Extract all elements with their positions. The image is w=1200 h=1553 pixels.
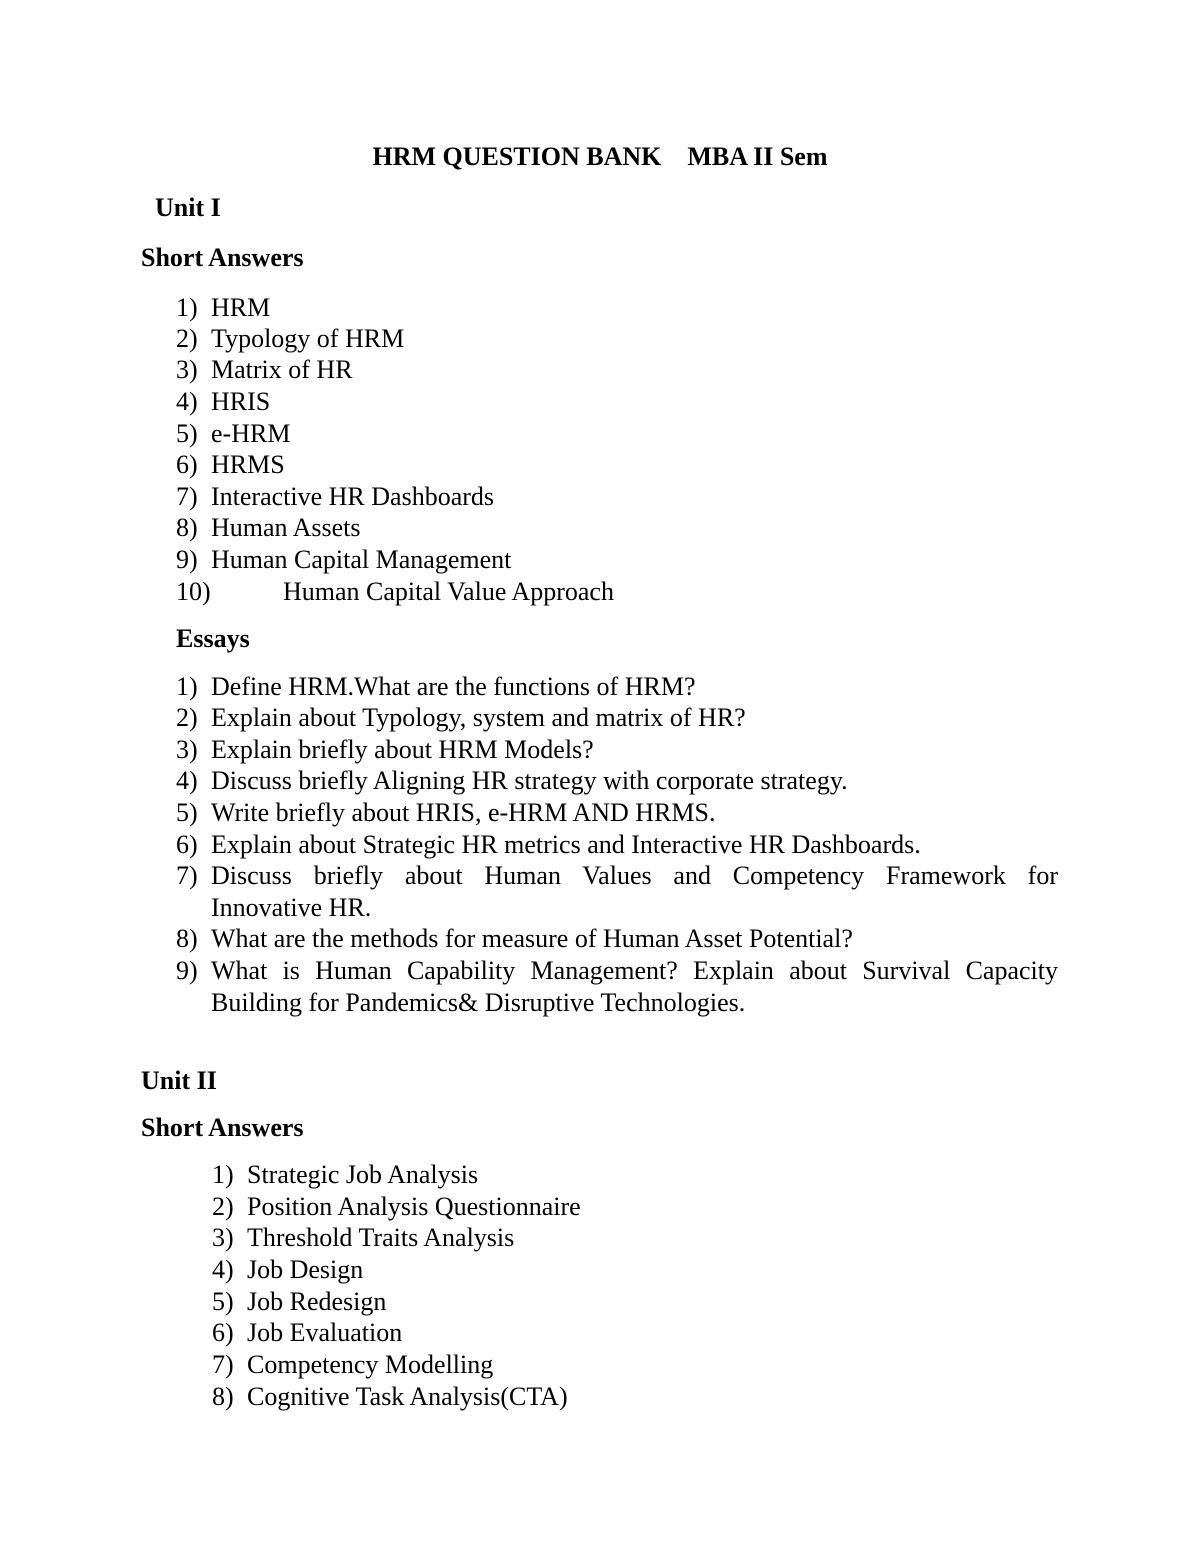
item-text: Cognitive Task Analysis(CTA) — [247, 1382, 568, 1411]
item-number: 2) — [176, 324, 198, 353]
item-text: Threshold Traits Analysis — [247, 1223, 515, 1252]
item-number: 5) — [212, 1287, 234, 1316]
item-number: 6) — [176, 450, 198, 479]
item-number: 4) — [212, 1255, 234, 1284]
unit-1-essays-heading: Essays — [176, 624, 250, 653]
item-text: Typology of HRM — [211, 324, 405, 353]
item-number: 6) — [176, 830, 198, 859]
item-text-line-1: What is Human Capability Management? Explain about Survival Capacity — [211, 956, 1058, 985]
item-text: Competency Modelling — [247, 1350, 494, 1379]
item-number: 5) — [176, 419, 198, 448]
item-number: 7) — [176, 861, 198, 890]
item-number: 2) — [212, 1192, 234, 1221]
item-number: 9) — [176, 956, 198, 985]
item-number: 3) — [212, 1223, 234, 1252]
item-number: 1) — [176, 672, 198, 701]
item-number: 4) — [176, 387, 198, 416]
item-text: Job Redesign — [247, 1287, 387, 1316]
item-text: Job Evaluation — [247, 1318, 403, 1347]
item-text: Discuss briefly Aligning HR strategy with corporate strategy. — [211, 766, 848, 795]
item-text: e-HRM — [211, 419, 291, 448]
item-text: Explain about Typology, system and matrix of HR? — [211, 703, 746, 732]
unit-1-heading: Unit I — [155, 193, 221, 222]
unit-1-short-answers-heading: Short Answers — [141, 243, 304, 272]
item-text: Define HRM.What are the functions of HRM? — [211, 672, 696, 701]
item-number: 5) — [176, 798, 198, 827]
item-number: 8) — [176, 924, 198, 953]
item-text: Write briefly about HRIS, e-HRM AND HRMS. — [211, 798, 716, 827]
item-text: Explain about Strategic HR metrics and Interactive HR Dashboards. — [211, 830, 921, 859]
item-number: 3) — [176, 735, 198, 764]
item-text: HRM — [211, 293, 271, 322]
item-number: 8) — [212, 1382, 234, 1411]
item-number: 10) — [176, 577, 211, 606]
item-text: Explain briefly about HRM Models? — [211, 735, 594, 764]
item-text: Human Assets — [211, 513, 361, 542]
item-number: 7) — [212, 1350, 234, 1379]
item-number: 7) — [176, 482, 198, 511]
item-number: 9) — [176, 545, 198, 574]
item-text-line-1: Discuss briefly about Human Values and Competency Framework for — [211, 861, 1058, 890]
item-number: 3) — [176, 355, 198, 384]
item-text: HRMS — [211, 450, 285, 479]
item-number: 1) — [176, 293, 198, 322]
item-text: What are the methods for measure of Human Asset Potential? — [211, 924, 853, 953]
item-text-line-2: Innovative HR. — [211, 893, 372, 922]
unit-2-short-answers-heading: Short Answers — [141, 1113, 304, 1142]
item-text: Strategic Job Analysis — [247, 1160, 479, 1189]
unit-2-heading: Unit II — [141, 1066, 217, 1095]
item-text: Matrix of HR — [211, 355, 353, 384]
item-number: 2) — [176, 703, 198, 732]
item-text: Human Capital Value Approach — [283, 577, 614, 606]
item-number: 1) — [212, 1160, 234, 1189]
item-text: HRIS — [211, 387, 271, 416]
item-text: Human Capital Management — [211, 545, 512, 574]
item-text: Interactive HR Dashboards — [211, 482, 495, 511]
item-text-line-2: Building for Pandemics& Disruptive Technologies. — [211, 988, 746, 1017]
page-title: HRM QUESTION BANK MBA II Sem — [372, 142, 828, 171]
item-number: 6) — [212, 1318, 234, 1347]
item-text: Position Analysis Questionnaire — [247, 1192, 581, 1221]
item-number: 8) — [176, 513, 198, 542]
item-text: Job Design — [247, 1255, 364, 1284]
item-number: 4) — [176, 766, 198, 795]
